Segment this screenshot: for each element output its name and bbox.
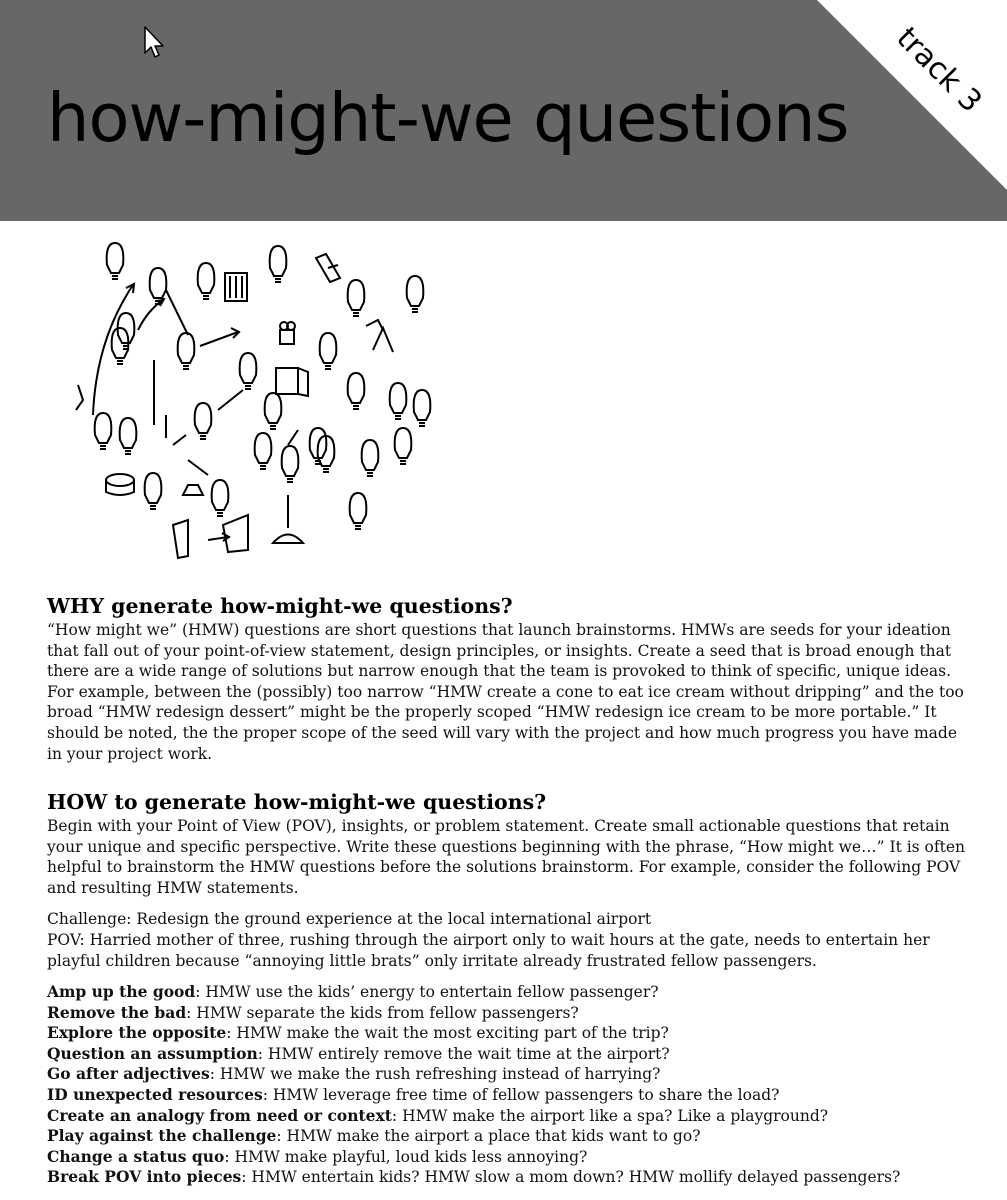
lightbulb-icon [282, 446, 299, 482]
lightbulb-icon [407, 276, 424, 312]
lightbulb-icon [265, 393, 282, 429]
method-label: Explore the opposite [47, 1023, 227, 1043]
list-item [47, 982, 977, 1003]
method-text: : HMW make the airport like a spa? Like a playground? [391, 1106, 829, 1125]
method-text: : HMW leverage free time of fellow passengers to share the load? [262, 1085, 780, 1104]
method-text: : HMW entertain kids? HMW slow a mom down? HMW mollify delayed passengers? [241, 1168, 901, 1187]
lightbulb-icon [350, 493, 367, 529]
list-item [47, 1147, 977, 1168]
method-label: ID unexpected resources [47, 1084, 263, 1104]
lightbulb-icon [255, 433, 272, 469]
lightbulb-icon [120, 418, 137, 454]
method-label: Play against the challenge [47, 1126, 277, 1146]
mouse-pointer-icon [144, 26, 166, 60]
method-label: Create an analogy from need or context [47, 1105, 392, 1125]
method-label: Question an assumption [47, 1043, 258, 1063]
lightbulb-sketch-icon [58, 240, 458, 570]
page-title: how-might-we questions [47, 79, 849, 157]
why-paragraph: “How might we” (HMW) questions are short questions that launch brainstorms. HMWs are seeds for your ideation that fall out of your point-of-view statement, design principles, or insights. Create a seed that is broad enough that there are a wide range of solutions but narrow enough that the team is provoked to think of specific, unique ideas. For example, between the (possibly) too narrow “HMW create a cone to eat ice cream without dripping” and the too broad “HMW redesign dessert” might be the properly scoped “HMW redesign ice cream to be more portable.” It should be noted, the the proper scope of the seed will vary with the project and how much progress you have made in your project work. [47, 621, 964, 763]
list-item [47, 1085, 977, 1106]
lightbulb-icon [362, 440, 379, 476]
method-label: Amp up the good [47, 982, 196, 1001]
lightbulb-icon [395, 428, 412, 464]
list-item [47, 1106, 977, 1127]
lightbulb-icon [390, 383, 407, 419]
list-item [47, 1023, 977, 1044]
list-item [47, 1003, 977, 1024]
lightbulb-icon [320, 333, 337, 369]
lightbulb-icon [348, 373, 365, 409]
why-heading: WHY generate how-might-we questions? [47, 594, 513, 618]
method-text: : HMW make the airport a place that kids want to go? [276, 1127, 701, 1146]
lightbulb-icon [270, 246, 287, 282]
lightbulb-icon [212, 480, 229, 516]
lightbulb-icon [178, 333, 195, 369]
challenge-line: Challenge: Redesign the ground experience at the local international airport [47, 910, 652, 928]
method-label: Change a status quo [47, 1146, 225, 1166]
method-text: : HMW make the wait the most exciting part of the trip? [226, 1024, 669, 1043]
lightbulb-icon [195, 403, 212, 439]
lightbulb-icon [414, 390, 431, 426]
method-text: : HMW we make the rush refreshing instead of harrying? [209, 1065, 661, 1084]
how-paragraph: Begin with your Point of View (POV), insights, or problem statement. Create small actionable questions that retain your unique and specific perspective. Write these questions beginning with the phrase, “How might we…” It is often helpful to brainstorm the HMW questions before the solutions brainstorm. For example, consider the following POV and resulting HMW statements. [47, 817, 966, 897]
track-label: track 3 [889, 20, 989, 120]
lightbulb-icon [95, 413, 112, 449]
method-label: Go after adjectives [47, 1064, 210, 1084]
method-label: Break POV into pieces [47, 1167, 242, 1187]
hmw-method-list [47, 982, 977, 1188]
list-item [47, 1044, 977, 1065]
how-heading: HOW to generate how-might-we questions? [47, 790, 547, 814]
pov-statement: POV: Harried mother of three, rushing through the airport only to wait hours at the gate, needs to entertain her playful children because “annoying little brats” only irritate already frustrated fellow passengers. [47, 931, 930, 970]
lightbulb-icon [240, 353, 257, 389]
list-item [47, 1167, 977, 1188]
lightbulb-icon [107, 243, 124, 279]
method-label: Remove the bad [47, 1002, 187, 1022]
lightbulb-icon [145, 473, 162, 509]
list-item [47, 1126, 977, 1147]
method-text: : HMW entirely remove the wait time at the airport? [257, 1044, 670, 1063]
lightbulb-icon [198, 263, 215, 299]
method-text: : HMW use the kids’ energy to entertain fellow passenger? [195, 983, 659, 1001]
method-text: : HMW make playful, loud kids less annoying? [224, 1147, 588, 1166]
method-text: : HMW separate the kids from fellow passengers? [186, 1003, 579, 1022]
list-item [47, 1064, 977, 1085]
lightbulb-icon [348, 280, 365, 316]
